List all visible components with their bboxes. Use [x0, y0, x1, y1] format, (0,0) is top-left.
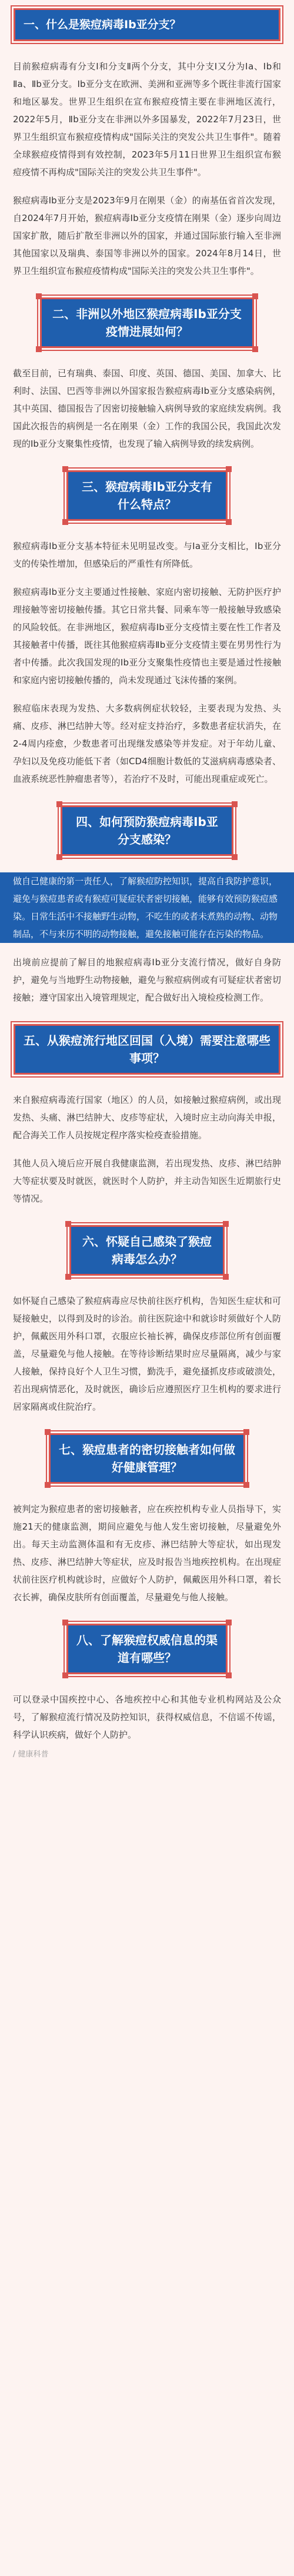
section-3-title: 三、猴痘病毒Ⅰb亚分支有什么特点？ — [82, 480, 212, 511]
section-7-title: 七、猴痘患者的密切接触者如何做好健康管理？ — [59, 1443, 235, 1474]
section-7-paragraph-1: 被判定为猴痘患者的密切接触者，应在疾控机构专业人员指导下，实施21天的健康监测，期间应避免与他人发生密切接触，尽量避免外出。每天主动监测体温和有无皮疹、淋巴结肿大等症状，如出现发热、皮疹、淋巴结肿大等症状，应及时报告当地疾控机构。在出现症状前往医疗机构就诊时，应做好个人防护，佩戴医用外科口罩，着长衣长裤，确保皮肤所有创面覆盖，尽量避免与他人接触。 — [13, 1504, 281, 1603]
section-5-paragraph-2: 其他人员入境后应开展自我健康监测，若出现发热、皮疹、淋巴结肿大等症状要及时就医，就医时个人防护，并主动告知医生近期旅行史等情况。 — [13, 1158, 281, 1204]
section-2-title: 二、非洲以外地区猴痘病毒Ⅰb亚分支疫情进展如何？ — [52, 307, 242, 339]
section-6 — [0, 1207, 294, 1416]
section-1-paragraph-1: 目前猴痘病毒有分支Ⅰ和分支Ⅱ两个分支，其中分支Ⅰ又分为Ⅰa、Ⅰb和Ⅱa、Ⅱb亚分支。Ⅰb亚分支在欧洲、美洲和亚洲等多个既往非流行国家和地区暴发。世界卫生组织在宣布猴痘疫情主要在非洲地区流行，2022年5月，Ⅱb亚分支在非洲以外多国暴发，2022年7月23日，世界卫生组织宣布猴痘疫情构成"国际关注的突发公共卫生事件"。随着全球猴痘疫情得到有效控制，2023年5月11日世界卫生组织宣布猴痘疫情不再构成"国际关注的突发公共卫生事件"。 — [13, 61, 281, 178]
section-8-title-box — [66, 1624, 228, 1674]
section-5-title: 五、从猴痘流行地区回国（入境）需要注意哪些事项？ — [24, 1033, 270, 1065]
section-5-paragraph-1: 来自猴痘病毒流行国家（地区）的人员，如接触过猴痘病例，或出现发热、头痛、淋巴结肿大、皮疹等症状，入境时应主动向海关申报，配合海关工作人员按规定程序落实检疫查验措施。 — [13, 1095, 281, 1140]
section-2-paragraph-1: 截至目前，已有瑞典、泰国、印度、英国、德国、美国、加拿大、比利时、法国、巴西等非洲以外国家报告猴痘病毒Ⅰb亚分支感染病例，其中英国、德国报告了因密切接触输入病例导致的家庭续发病例。我国此次报告的病例是一名在刚果（金）工作的我国公民，我国此次发现的Ⅰb亚分支聚集性疫情，也发现了输入病例导致的续发病例。 — [13, 368, 281, 449]
section-2 — [0, 280, 294, 453]
section-8 — [0, 1606, 294, 1764]
section-4-paragraph-1: 出境前应提前了解目的地猴痘病毒Ⅰb亚分支流行情况，做好自身防护，避免与当地野生动物接触，避免与猴痘病例或有可疑症状者密切接触；遵守国家出入境管理规定，配合做好出入境检疫检测工作。 — [13, 957, 281, 1003]
section-1-title-box — [14, 8, 280, 41]
section-4 — [0, 788, 294, 1006]
source-credit: / 健康科普 — [13, 1750, 49, 1759]
section-6-title-box — [69, 1225, 225, 1276]
section-3-title-box — [66, 470, 228, 521]
section-4-title: 四、如何预防猴痘病毒Ⅰb亚分支感染？ — [76, 815, 218, 847]
section-3-paragraph-3: 猴痘临床表现为发热、大多数病例症状较轻，主要表现为发热、头痛、皮疹、淋巴结肿大等。经对症支持治疗，多数患者症状消失，在2-4周内痊愈，少数患者可出现继发感染等并发症。对于年幼儿童、孕妇以及免疫功能低下者（如CD4细胞计数低的艾滋病病毒感染者、血液系统恶性肿瘤患者等），若治疗不及时，可能出现重症或死亡。 — [13, 703, 281, 784]
section-3 — [0, 453, 294, 788]
section-7-title-box — [49, 1433, 245, 1484]
section-5-title-box — [14, 1024, 280, 1075]
section-1 — [0, 0, 294, 280]
section-6-paragraph-1: 如怀疑自己感染了猴痘病毒应尽快前往医疗机构，告知医生症状和可疑接触史，以得到及时的诊治。前往医院途中和就诊时须做好个人防护，佩戴医用外科口罩，衣服应长袖长裤，确保皮疹部位所有创面覆盖，尽量避免与他人接触。在等待诊断结果时应尽量隔离，减少与家人接触，保持良好个人卫生习惯，勤洗手，避免搔抓皮疹或破溃处，若出现病情恶化，及时就医，确诊后应遵照医疗卫生机构的要求进行居家隔离或住院治疗。 — [13, 1296, 281, 1412]
section-3-paragraph-1: 猴痘病毒Ⅰb亚分支基本特征未见明显改变。与Ⅰa亚分支相比，Ⅰb亚分支的传染性增加，但感染后的严重性有所降低。 — [13, 541, 281, 569]
section-5 — [0, 1006, 294, 1207]
section-2-title-box — [40, 297, 254, 348]
section-4-highlight: 做自己健康的第一责任人，了解猴痘防控知识，提高自我防护意识，避免与猴痘患者或有猴痘可疑症状者密切接触，能够有效预防猴痘感染。日常生活中不接触野生动物，不吃生的或者未煮熟的动物、动物制品，不与来历不明的动物接触，避免接触可能存在污染的物品。 — [0, 872, 294, 943]
section-8-title: 八、了解猴痘权威信息的渠道有哪些？ — [76, 1633, 218, 1665]
section-7 — [0, 1416, 294, 1606]
section-1-title: 一、什么是猴痘病毒Ⅰb亚分支？ — [24, 18, 181, 31]
section-6-title: 六、怀疑自己感染了猴痘病毒怎么办？ — [82, 1235, 212, 1266]
section-1-paragraph-2: 猴痘病毒Ⅰb亚分支是2023年9月在刚果（金）的南基伍省首次发现，自2024年7月开始，猴痘病毒Ⅰb亚分支疫情在刚果（金）逐步向周边国家扩散，随后扩散至非洲以外的国家，并通过国际旅行输入至非洲其他国家以及瑞典、泰国等非洲以外的国家。2024年8月14日，世界卫生组织宣布猴痘疫情构成"国际关注的突发公共卫生事件"。 — [13, 195, 281, 276]
section-3-paragraph-2: 猴痘病毒Ⅰb亚分支主要通过性接触、家庭内密切接触、无防护医疗护理接触等密切接触传播。其它日常共餐、同乘车等一般接触导致感染的风险较低。在非洲地区，猴痘病毒Ⅰb亚分支疫情主要在性工作者及其接触者中传播，既往其他猴痘病毒Ⅱb亚分支疫情主要在男男性行为者中传播。此次我国发现的Ⅰb亚分支聚集性疫情也主要是通过性接触和家庭内密切接触传播的，尚未发现通过飞沫传播的案例。 — [13, 587, 281, 685]
section-8-paragraph-1: 可以登录中国疾控中心、各地疾控中心和其他专业机构网站及公众号，了解猴痘流行情况及防控知识，获得权威信息，不信谣不传谣，科学认识疾病，做好个人防护。 — [13, 1694, 281, 1740]
section-4-title-box — [61, 805, 233, 856]
